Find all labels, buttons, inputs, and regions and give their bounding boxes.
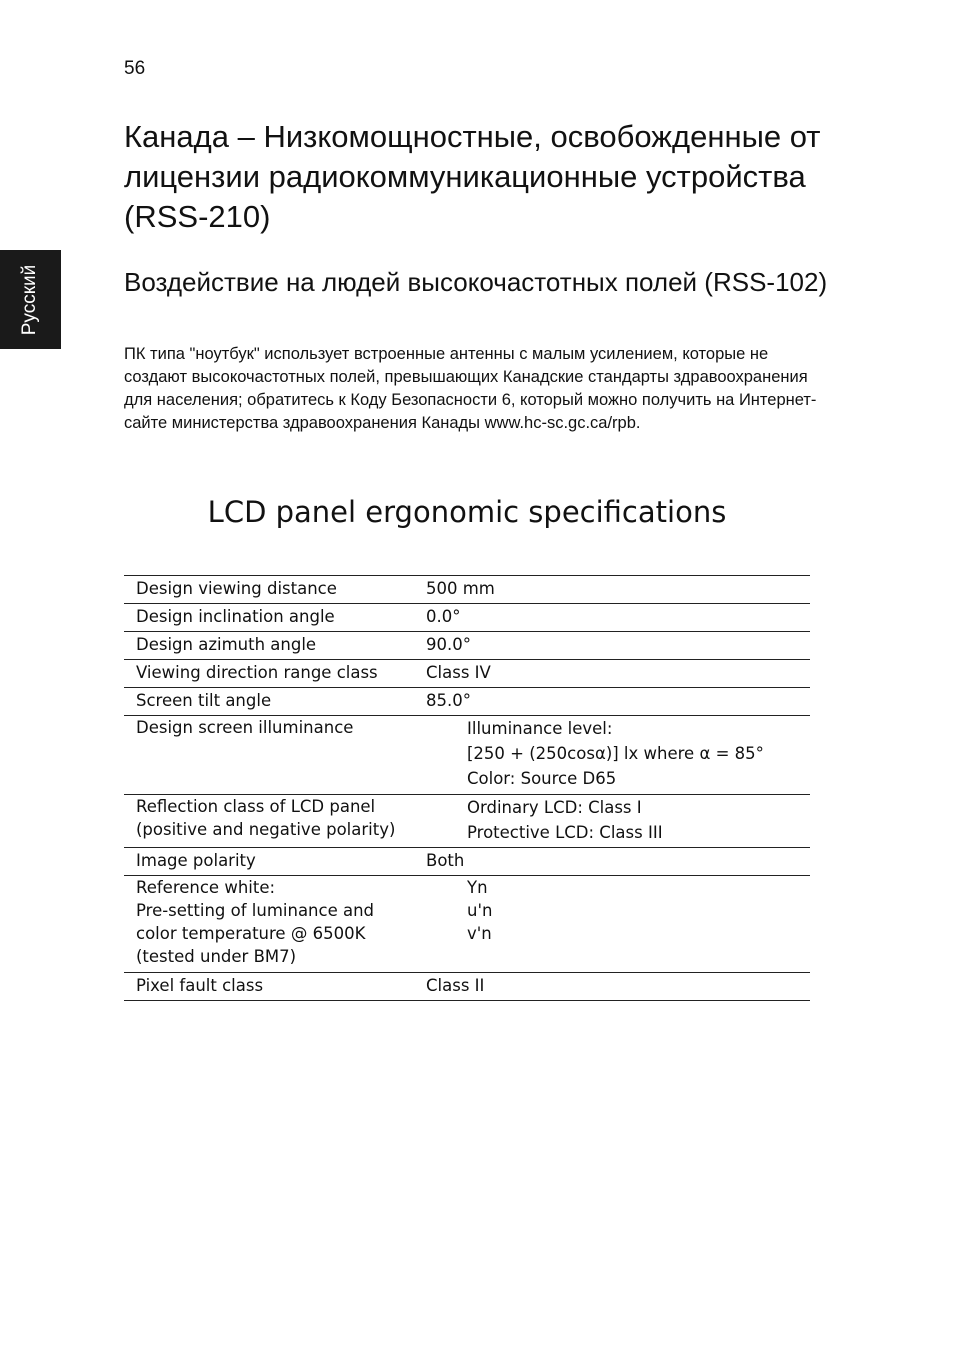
spec-label: Reflection class of LCD panel (positive and negative polarity) xyxy=(124,795,426,848)
spec-value: Illuminance level: [250 + (250cosα)] lx where α = 85° Color: Source D65 xyxy=(426,716,810,795)
body-paragraph: ПК типа "ноутбук" использует встроенные антенны с малым усилением, которые не создают высокочастотных полей, превышающих Канадские стандарты здравоохранения для населения; обратитесь к Коду Безопасности 6, который можно получить на Интернет-сайте министерства здравоохранения Канады www.hc-sc.gc.ca/rpb. xyxy=(124,345,817,432)
table-row xyxy=(124,688,810,716)
table-row xyxy=(124,876,810,973)
sub-title: Воздействие на людей высокочастотных полей (RSS-102) xyxy=(124,267,828,297)
spec-value: Class IV xyxy=(426,660,810,688)
spec-label: Image polarity xyxy=(124,848,426,876)
spec-value: Both xyxy=(426,848,810,876)
table-row xyxy=(124,604,810,632)
spec-label: Design azimuth angle xyxy=(124,632,426,660)
spec-table xyxy=(124,575,810,1001)
spec-value: 500 mm xyxy=(426,576,810,604)
section-title: LCD panel ergonomic specifications xyxy=(207,495,727,529)
table-row xyxy=(124,632,810,660)
spec-value: 90.0° xyxy=(426,632,810,660)
spec-label: Design inclination angle xyxy=(124,604,426,632)
table-row xyxy=(124,660,810,688)
table-row xyxy=(124,973,810,1001)
language-tab-label: Русский xyxy=(19,264,40,336)
spec-value: Yn u'n v'n xyxy=(426,876,810,973)
table-row xyxy=(124,848,810,876)
spec-label: Pixel fault class xyxy=(124,973,426,1001)
spec-label: Design screen illuminance xyxy=(124,716,426,795)
spec-label: Design viewing distance xyxy=(124,576,426,604)
table-row xyxy=(124,576,810,604)
table-row xyxy=(124,716,810,795)
main-title: Канада – Низкомощностные, освобожденные от лицензии радиокоммуникационные устройства (RSS-210) xyxy=(124,119,821,234)
language-tab xyxy=(0,250,61,349)
spec-value: 85.0° xyxy=(426,688,810,716)
spec-value: Ordinary LCD: Class I Protective LCD: Class III xyxy=(426,795,810,848)
spec-value: Class II xyxy=(426,973,810,1001)
spec-label: Reference white: Pre-setting of luminance and color temperature @ 6500K (tested under BM7) xyxy=(124,876,426,973)
spec-value: 0.0° xyxy=(426,604,810,632)
spec-label: Viewing direction range class xyxy=(124,660,426,688)
table-row xyxy=(124,795,810,848)
page-number: 56 xyxy=(124,58,146,79)
spec-label: Screen tilt angle xyxy=(124,688,426,716)
